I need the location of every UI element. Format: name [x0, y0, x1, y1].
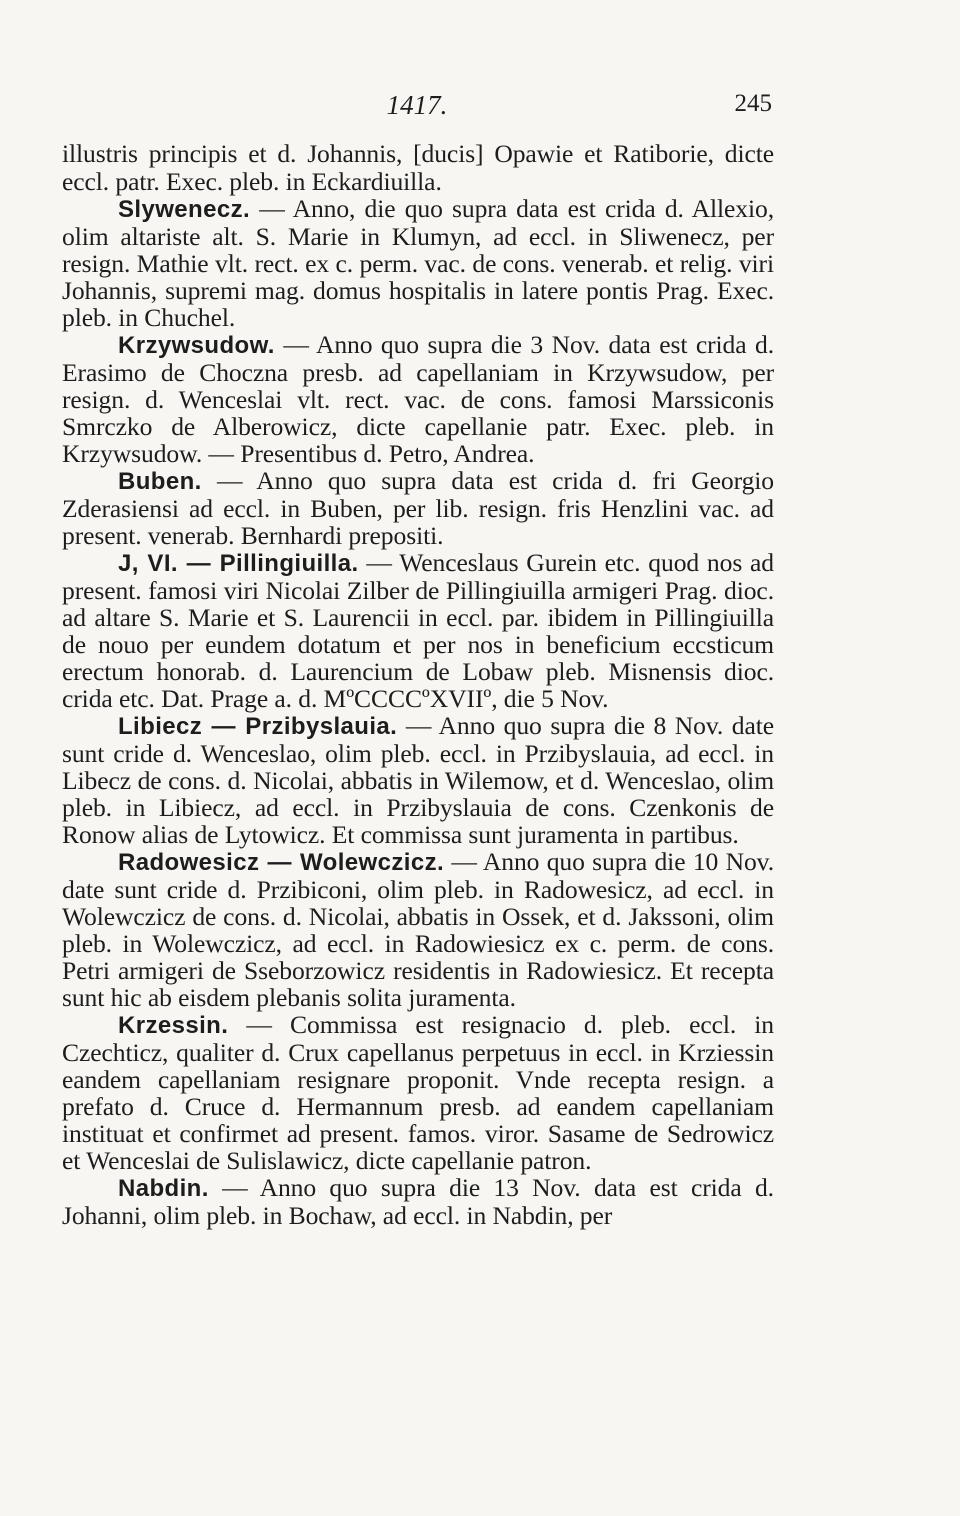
entry-text: — Wenceslaus Gurein etc. quod nos ad present. famosi viri Nicolai Zilber de Pillingiuilla armigeri Prag. dioc. ad altare S. Marie et S. Laurencii in eccl. par. ibidem in Pillingiuilla de nouo per eundem dotatum et per nos in beneficium eccsticum erectum honorab. d. Laurencium de Lobaw pleb. Misnensis dioc. crida etc. Dat. Prage a. d. MºCCCCºXVIIº, die 5 Nov.: [62, 548, 774, 713]
entry-heading: Nabdin.: [118, 1175, 209, 1202]
entry-heading: Slywenecz.: [118, 196, 251, 223]
entry-heading: Libiecz — Przibyslauia.: [118, 713, 398, 740]
entry-text: — Commissa est resignacio d. pleb. eccl. in Czechticz, qualiter d. Crux capellanus perpetuus in eccl. in Krziessin eandem capellaniam resignare proponit. Vnde recepta resign. a prefato d. Cruce d. Hermannum presb. ad eandem capellaniam instituat et confirmet ad present. famos. viror. Sasame de Sedrowicz et Wenceslai de Sulislawicz, dicte capellanie patron.: [62, 1010, 774, 1175]
entry-heading: Krzessin.: [118, 1012, 229, 1039]
entry-text: illustris principis et d. Johannis, [ducis] Opawie et Ratiborie, dicte eccl. patr. Exec. pleb. in Eckardiuilla.: [62, 139, 774, 196]
entry-heading: Krzywsudow.: [118, 332, 275, 359]
entry-heading: Radowesicz — Wolewczicz.: [118, 849, 445, 876]
paragraph: [62, 1174, 774, 1229]
paragraph: [62, 712, 774, 848]
paragraph: [62, 467, 774, 549]
entry-text: — Anno quo supra die 13 Nov. data est crida d. Johanni, olim pleb. in Bochaw, ad eccl. in Nabdin, per: [62, 1173, 774, 1230]
entry-text: — Anno quo supra die 10 Nov. date sunt cride d. Przibiconi, olim pleb. in Radowesicz, ad eccl. in Wolewczicz de cons. d. Nicolai, abbatis in Ossek, et d. Jakssoni, olim pleb. in Wolewczicz, ad eccl. in Radowiesicz ex c. perm. de cons. Petri armigeri de Sseborzowicz residentis in Radowiesicz. Et recepta sunt hic ab eisdem plebanis solita juramenta.: [62, 847, 774, 1012]
entry-text: — Anno quo supra die 3 Nov. data est crida d. Erasimo de Choczna presb. ad capellaniam in Krzywsudow, per resign. d. Wenceslai vlt. rect. vac. de cons. famosi Marssiconis Smrczko de Alberowicz, dicte capellanie patr. Exec. pleb. in Krzywsudow. — Presentibus d. Petro, Andrea.: [62, 330, 774, 468]
entry-heading: Buben.: [118, 468, 202, 495]
body-text: [62, 140, 774, 1229]
entry-heading: J, VI. — Pillingiuilla.: [118, 550, 359, 577]
entry-text: — Anno, die quo supra data est crida d. Allexio, olim altariste alt. S. Marie in Klumyn, ad eccl. in Sliwenecz, per resign. Mathie vlt. rect. ex c. perm. vac. de cons. venerab. et relig. viri Johannis, supremi mag. domus hospitalis in latere pontis Prag. Exec. pleb. in Chuchel.: [62, 194, 774, 332]
paragraph: [62, 331, 774, 467]
running-head: [62, 84, 772, 124]
entry-text: — Anno quo supra data est crida d. fri Georgio Zderasiensi ad eccl. in Buben, per lib. resign. fris Henzlini vac. ad present. venerab. Bernhardi prepositi.: [62, 466, 774, 550]
page-number: 245: [734, 90, 772, 117]
paragraph: [62, 848, 774, 1011]
paragraph: [62, 140, 774, 195]
paragraph: [62, 549, 774, 712]
entry-text: — Anno quo supra die 8 Nov. date sunt cride d. Wenceslao, olim pleb. eccl. in Przibyslauia, ad eccl. in Libecz de cons. d. Nicolai, abbatis in Wilemow, et d. Wenceslao, olim pleb. in Libiecz, ad eccl. in Przibyslauia de cons. Czenkonis de Ronow alias de Lytowicz. Et commissa sunt juramenta in partibus.: [62, 711, 774, 849]
paragraph: [62, 1011, 774, 1174]
paragraph: [62, 195, 774, 331]
page-year: 1417.: [386, 90, 448, 120]
